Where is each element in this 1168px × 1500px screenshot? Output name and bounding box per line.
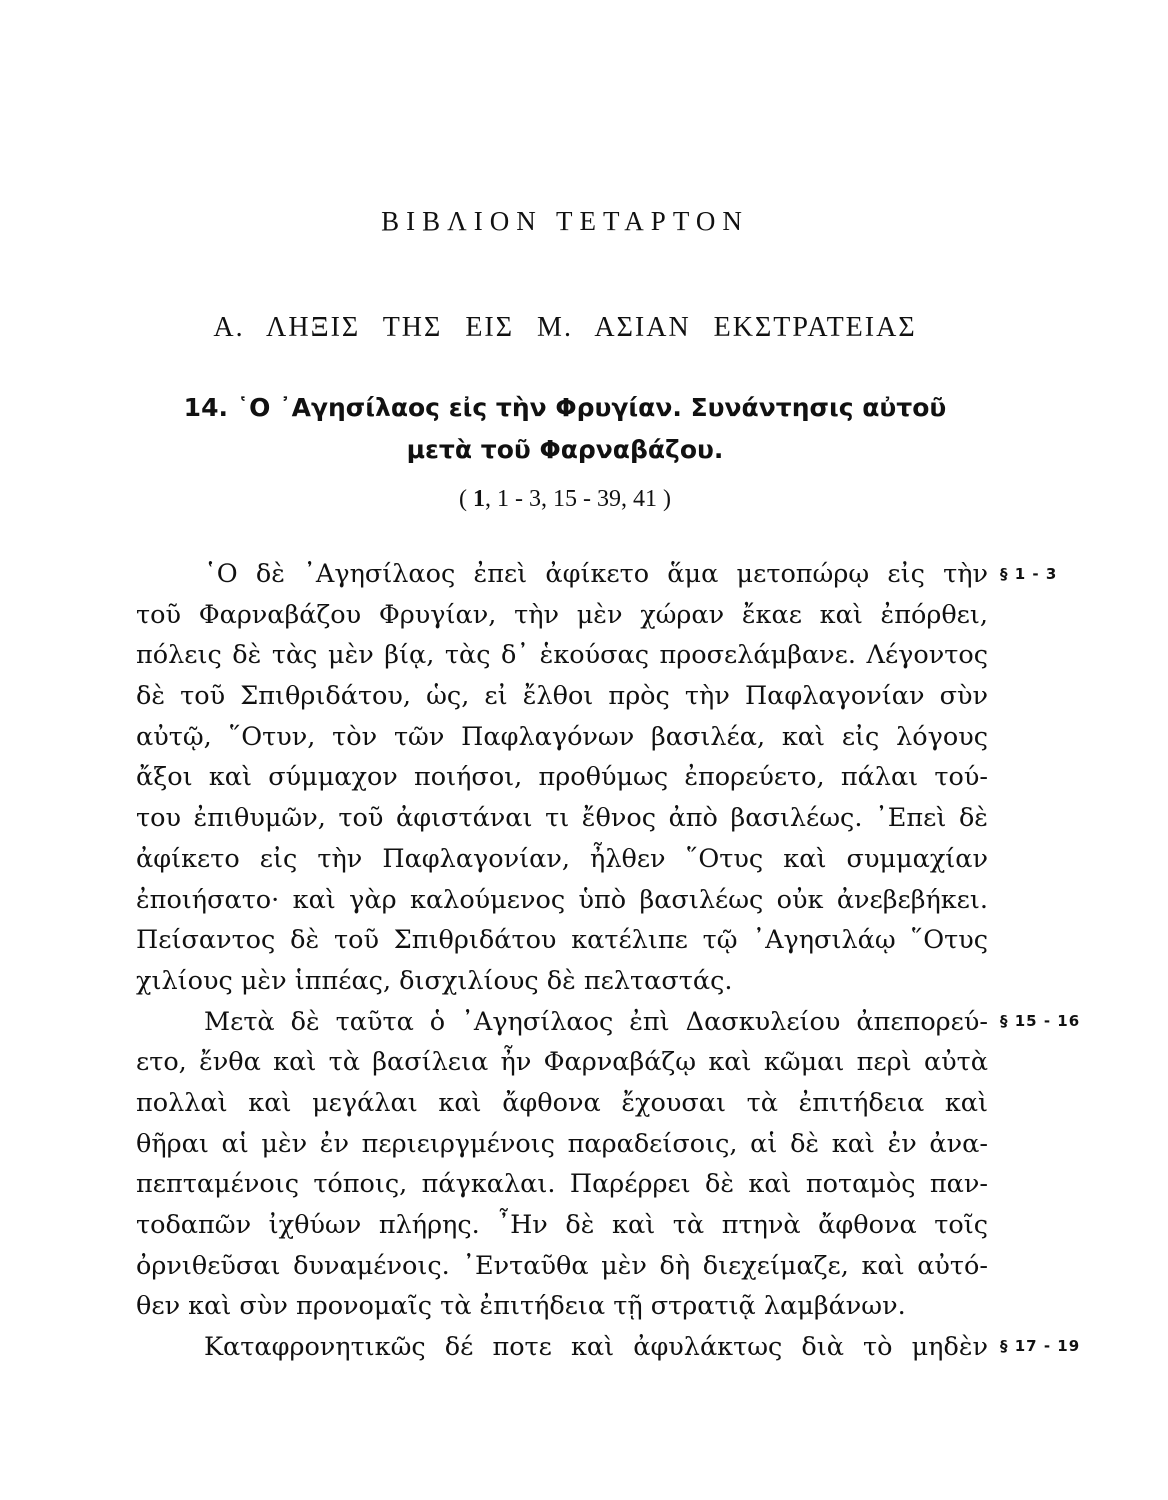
text-line: Μετὰ δὲ ταῦτα ὁ ᾿Αγησίλαος ἐπὶ Δασκυλείου ἀπεπορεύ- — [204, 1006, 988, 1037]
source-open: ( — [459, 486, 473, 512]
chapter-title-line: 14. ῾Ο ᾿Αγησίλαος εἰς τὴν Φρυγίαν. Συνάντησις αὐτοῦ — [183, 393, 947, 422]
text-line: αὐτῷ, ῞Οτυν, τὸν τῶν Παφλαγόνων βασιλέα, καὶ εἰς λόγους — [136, 721, 988, 752]
text-line: πόλεις δὲ τὰς μὲν βίᾳ, τὰς δ᾿ ἑκούσας προσελάμβανε. Λέγοντος — [136, 640, 988, 671]
text-line: πεπταμένοις τόποις, πάγκαλαι. Παρέρρει δὲ καὶ ποταμὸς παν- — [136, 1169, 988, 1200]
text-line: του ἐπιθυμῶν, τοῦ ἀφιστάναι τι ἔθνος ἀπὸ βασιλέως. ᾿Επεὶ δὲ — [136, 803, 988, 834]
text-line: Καταφρονητικῶς δέ ποτε καὶ ἀφυλάκτως διὰ τὸ μηδὲν — [204, 1332, 988, 1363]
section-reference-margin: § 1 - 3 — [1000, 565, 1058, 583]
text-line: τοδαπῶν ἰχθύων πλήρης. ῏Ην δὲ καὶ τὰ πτηνὰ ἄφθονα τοῖς — [136, 1210, 988, 1240]
text-line: δὲ τοῦ Σπιθριδάτου, ὡς, εἰ ἔλθοι πρὸς τὴν Παφλαγονίαν σὺν — [136, 681, 988, 712]
text-line: θεν καὶ σὺν προνομαῖς τὰ ἐπιτήδεια τῇ στρατιᾷ λαμβάνων. — [136, 1291, 906, 1322]
body-text — [136, 554, 988, 1368]
section-reference-margin: § 15 - 16 — [1000, 1012, 1081, 1030]
text-line: πολλαὶ καὶ μεγάλαι καὶ ἄφθονα ἔχουσαι τὰ ἐπιτήδεια καὶ — [136, 1087, 988, 1118]
text-line: ἄξοι καὶ σύμμαχον ποιήσοι, προθύμως ἐπορεύετο, πάλαι τού- — [136, 762, 988, 793]
book-title: ΒΙΒΛΙΟΝ ΤΕΤΑΡΤΟΝ — [381, 206, 749, 236]
text-line: Πείσαντος δὲ τοῦ Σπιθριδάτου κατέλιπε τῷ ᾿Αγησιλάῳ ῞Οτυς — [136, 925, 988, 956]
section-title: Α. ΛΗΞΙΣ ΤΗΣ ΕΙΣ Μ. ΑΣΙΑΝ ΕΚΣΤΡΑΤΕΙΑΣ — [213, 312, 917, 343]
text-line: θῆραι αἱ μὲν ἐν περιειργμένοις παραδείσοις, αἱ δὲ καὶ ἐν ἀνα- — [136, 1128, 988, 1159]
text-line: ετο, ἔνθα καὶ τὰ βασίλεια ἦν Φαρναβάζῳ καὶ κῶμαι περὶ αὐτὰ — [136, 1047, 988, 1078]
chapter-title — [0, 387, 1130, 471]
text-line: ἀφίκετο εἰς τὴν Παφλαγονίαν, ἦλθεν ῞Οτυς καὶ συμμαχίαν — [136, 843, 988, 874]
section-reference-margin: § 17 - 19 — [1000, 1337, 1081, 1355]
text-line: χιλίους μὲν ἱππέας, δισχιλίους δὲ πελταστάς. — [136, 965, 733, 996]
source-book-number: 1 — [473, 486, 485, 512]
chapter-title-line: μετὰ τοῦ Φαρναβάζου. — [406, 435, 724, 464]
source-reference — [0, 486, 1130, 513]
text-line: ἐποιήσατο· καὶ γὰρ καλούμενος ὑπὸ βασιλέως οὐκ ἀνεβεβήκει. — [136, 884, 988, 915]
text-line: ῾Ο δὲ ᾿Αγησίλαος ἐπεὶ ἀφίκετο ἅμα μετοπώρῳ εἰς τὴν — [204, 559, 988, 589]
text-line: τοῦ Φαρναβάζου Φρυγίαν, τὴν μὲν χώραν ἔκαε καὶ ἐπόρθει, — [136, 599, 988, 630]
source-ranges: , 1 - 3, 15 - 39, 41 ) — [485, 486, 671, 512]
text-line: ὀρνιθεῦσαι δυναμένοις. ᾿Ενταῦθα μὲν δὴ διεχείμαζε, καὶ αὐτό- — [136, 1250, 988, 1281]
